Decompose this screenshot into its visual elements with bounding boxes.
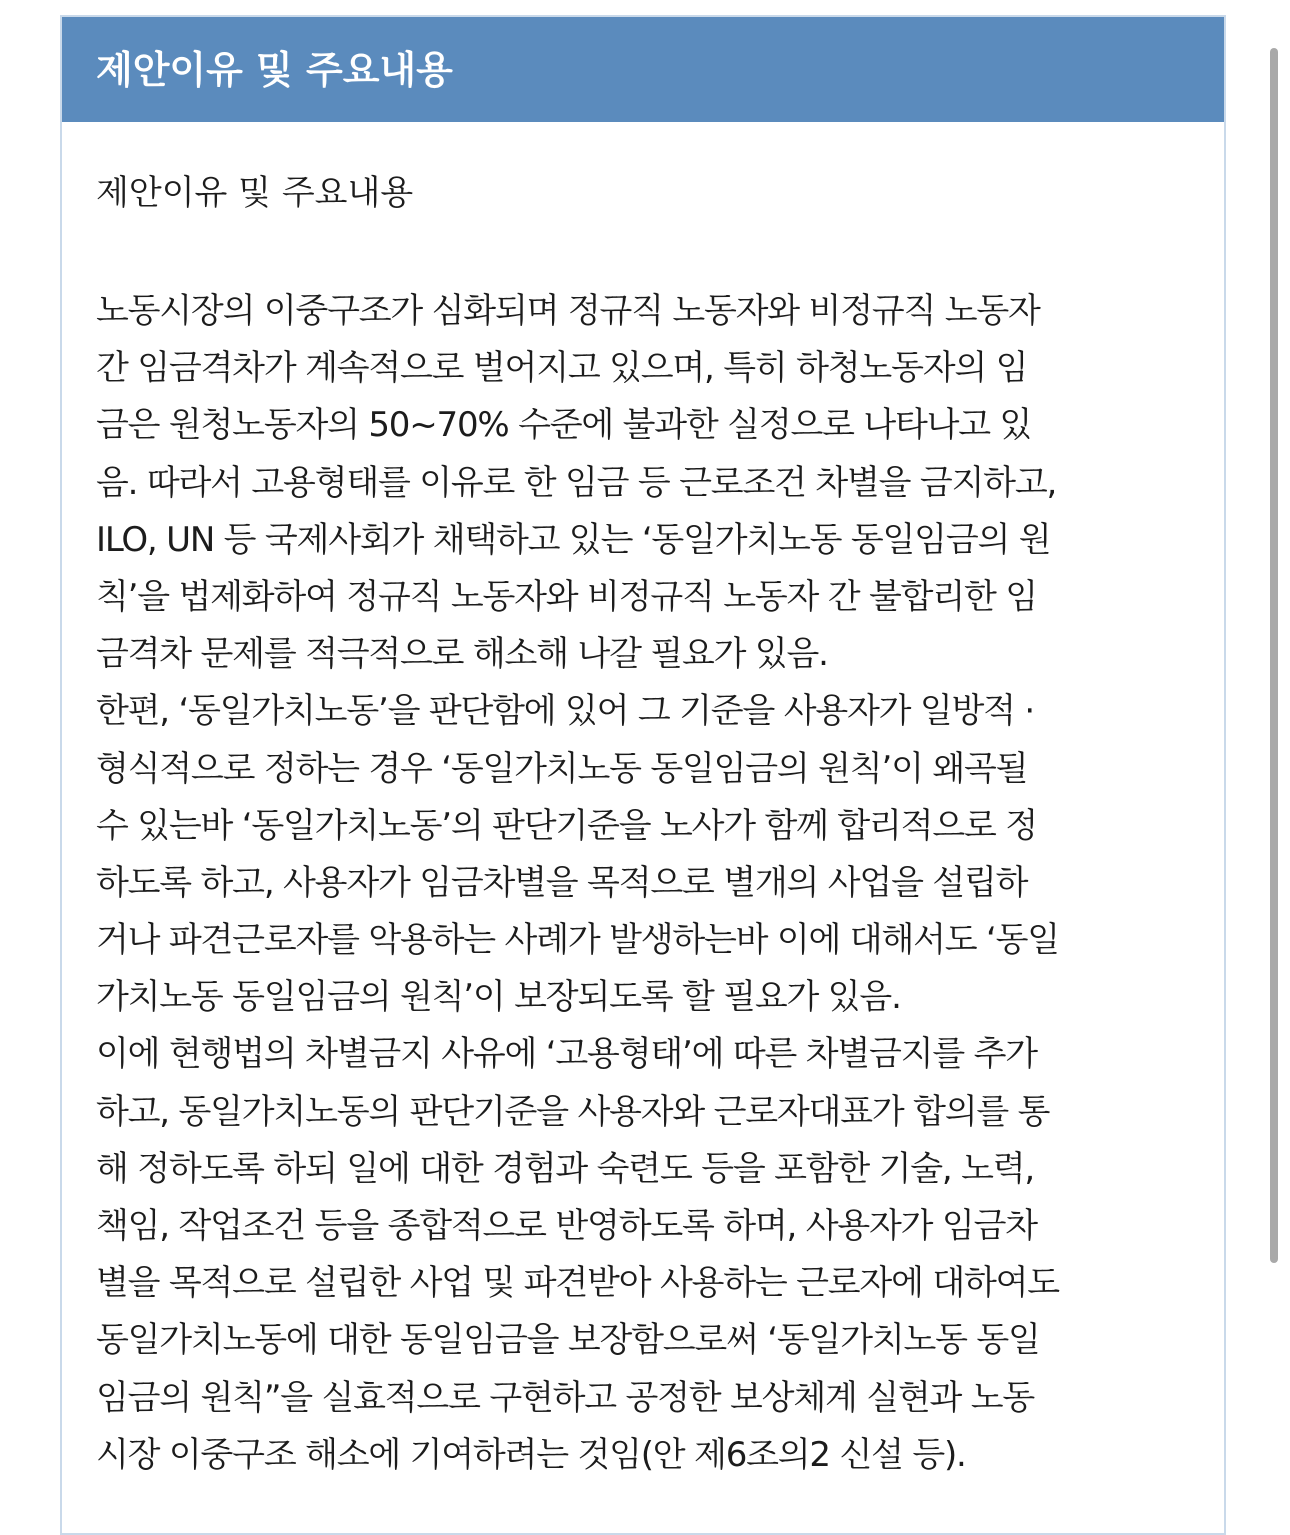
text-line: 시장 이중구조 해소에 기여하려는 것임(안 제6조의2 신설 등). bbox=[96, 1434, 966, 1475]
text-line: 형식적으로 정하는 경우 ‘동일가치노동 동일임금의 원칙’이 왜곡될 bbox=[96, 748, 1028, 789]
proposal-panel bbox=[60, 15, 1226, 1535]
text-line: 동일가치노동에 대한 동일임금을 보장함으로써 ‘동일가치노동 동일 bbox=[96, 1320, 1040, 1361]
text-line: 수 있는바 ‘동일가치노동’의 판단기준을 노사가 함께 합리적으로 정 bbox=[96, 805, 1037, 846]
text-line: 해 정하도록 하되 일에 대한 경험과 숙련도 등을 포함한 기술, 노력, bbox=[96, 1148, 1035, 1189]
text-line: ILO, UN 등 국제사회가 채택하고 있는 ‘동일가치노동 동일임금의 원 bbox=[96, 519, 1051, 560]
panel-title: 제안이유 및 주요내용 bbox=[96, 48, 453, 92]
text-line: 간 임금격차가 계속적으로 벌어지고 있으며, 특히 하청노동자의 임 bbox=[96, 348, 1028, 389]
text-line: 음. 따라서 고용형태를 이유로 한 임금 등 근로조건 차별을 금지하고, bbox=[96, 462, 1057, 503]
text-line: 한편, ‘동일가치노동’을 판단함에 있어 그 기준을 사용자가 일방적 · bbox=[96, 691, 1035, 732]
text-line: 하고, 동일가치노동의 판단기준을 사용자와 근로자대표가 합의를 통 bbox=[96, 1091, 1050, 1132]
text-line: 금은 원청노동자의 50~70% 수준에 불과한 실정으로 나타나고 있 bbox=[96, 405, 1032, 446]
text-line: 칙’을 법제화하여 정규직 노동자와 비정규직 노동자 간 불합리한 임 bbox=[96, 576, 1037, 617]
vertical-scrollbar[interactable] bbox=[1270, 48, 1278, 1263]
text-line: 금격차 문제를 적극적으로 해소해 나갈 필요가 있음. bbox=[96, 634, 828, 675]
panel-body bbox=[96, 165, 1206, 1484]
text-line: 노동시장의 이중구조가 심화되며 정규직 노동자와 비정규직 노동자 bbox=[96, 291, 1040, 331]
text-line: 임금의 원칙”을 실효적으로 구현하고 공정한 보상체계 실현과 노동 bbox=[96, 1377, 1035, 1418]
section-subtitle: 제안이유 및 주요내용 bbox=[96, 173, 414, 213]
text-line: 책임, 작업조건 등을 종합적으로 반영하도록 하며, 사용자가 임금차 bbox=[96, 1206, 1037, 1246]
text-line: 별을 목적으로 설립한 사업 및 파견받아 사용하는 근로자에 대하여도 bbox=[96, 1263, 1059, 1304]
text-line: 하도록 하고, 사용자가 임금차별을 목적으로 별개의 사업을 설립하 bbox=[96, 862, 1028, 903]
section-content bbox=[96, 283, 1206, 1484]
text-line: 이에 현행법의 차별금지 사유에 ‘고용형태’에 따른 차별금지를 추가 bbox=[96, 1034, 1037, 1075]
text-line: 가치노동 동일임금의 원칙’이 보장되도록 할 필요가 있음. bbox=[96, 977, 901, 1018]
panel-header bbox=[62, 15, 1224, 122]
text-line: 거나 파견근로자를 악용하는 사례가 발생하는바 이에 대해서도 ‘동일 bbox=[96, 920, 1059, 961]
